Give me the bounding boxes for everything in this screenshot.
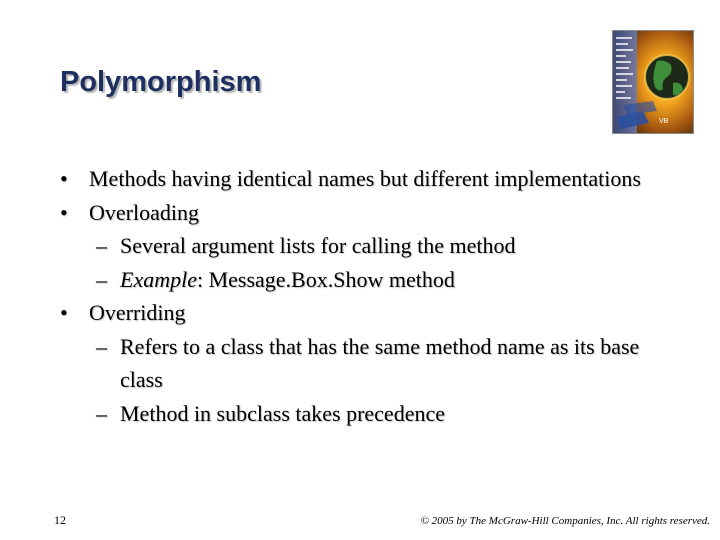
dash-marker: – bbox=[96, 266, 107, 292]
sub-bullet-item bbox=[60, 330, 700, 397]
bullet-text: Methods having identical names but different implementations bbox=[89, 166, 641, 191]
sub-bullet-item bbox=[60, 229, 700, 263]
bullet-item bbox=[60, 162, 700, 196]
globe-code-icon bbox=[612, 30, 694, 134]
page-number: 12 bbox=[54, 513, 66, 527]
svg-text:VB: VB bbox=[659, 118, 669, 125]
dash-marker: – bbox=[96, 400, 107, 426]
dash-marker: – bbox=[96, 233, 107, 258]
bullet-marker: • bbox=[60, 166, 68, 191]
sub-bullet-text bbox=[120, 263, 660, 297]
sub-bullet-item bbox=[60, 397, 700, 431]
slide-title: Polymorphism bbox=[60, 66, 262, 98]
example-label: Example bbox=[120, 266, 197, 292]
bullet-marker: • bbox=[60, 199, 68, 225]
copyright-notice: © 2005 by The McGraw-Hill Companies, Inc. All rights reserved. bbox=[420, 515, 710, 527]
sub-bullet-text: Refers to a class that has the same method name as its base class bbox=[120, 333, 640, 392]
bullet-marker: • bbox=[60, 300, 68, 325]
bullet-text: Overloading bbox=[89, 199, 199, 225]
sub-bullet-item bbox=[60, 263, 700, 297]
sub-bullet-text: Method in subclass takes precedence bbox=[120, 400, 445, 426]
bullet-item bbox=[60, 196, 700, 230]
sub-bullet-text: Several argument lists for calling the method bbox=[120, 233, 516, 258]
dash-marker: – bbox=[96, 333, 107, 359]
example-text: : Message.Box.Show method bbox=[196, 266, 455, 292]
bullet-list bbox=[60, 162, 700, 430]
bullet-text: Overriding bbox=[89, 300, 186, 325]
bullet-item bbox=[60, 296, 700, 330]
